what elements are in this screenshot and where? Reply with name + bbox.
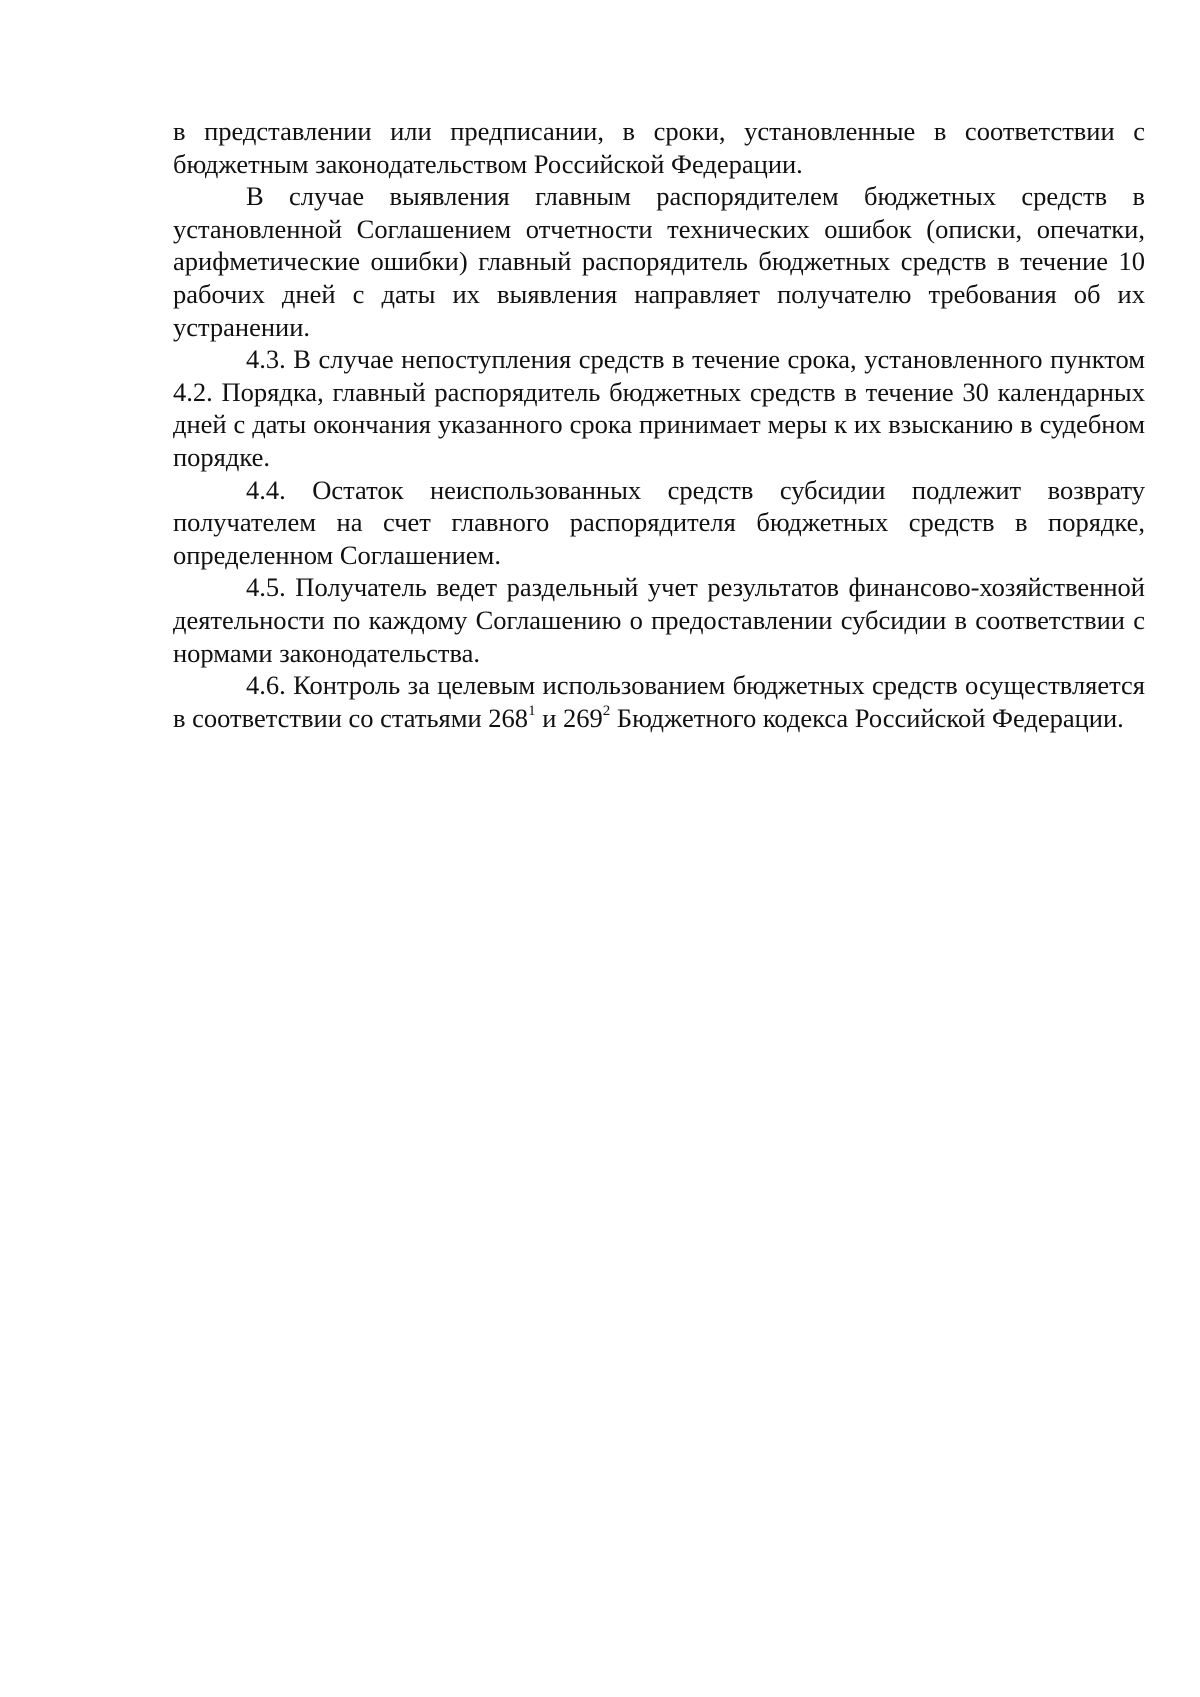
paragraph-4-3: 4.3. В случае непоступления средств в течение срока, установленного пунктом 4.2. Порядка, главный распорядитель бюджетных средств в течение 30 календарных дней с даты окончания указанного срока принимает меры к их взысканию в судебном порядке. (173, 344, 1145, 472)
paragraph-4-6 (173, 669, 1145, 734)
paragraph-4-6-part2: и 269 (535, 702, 603, 733)
paragraph-continuation: в представлении или предписании, в сроки, установленные в соответствии с бюджетным законодательством Российской Федерации. (173, 116, 1145, 179)
article-268-superscript: 1 (528, 702, 536, 719)
article-269-superscript: 2 (602, 702, 611, 719)
paragraph-4-4: 4.4. Остаток неиспользованных средств субсидии подлежит возврату получателем на счет главного распорядителя бюджетных средств в порядке, определенном Соглашением. (173, 474, 1145, 570)
paragraph-4-5: 4.5. Получатель ведет раздельный учет результатов финансово-хозяйственной деятельности по каждому Соглашению о предоставлении субсидии в соответствии с нормами законодательства. (173, 572, 1145, 668)
document-body (173, 115, 1145, 734)
paragraph-4-6-part1: 4.6. Контроль за целевым использованием бюджетных средств осуществляется в соответствии со статьями 268 (173, 670, 1145, 733)
paragraph-technical-errors: В случае выявления главным распорядителем бюджетных средств в установленной Соглашением отчетности технических ошибок (описки, опечатки, арифметические ошибки) главный распорядитель бюджетных средств в течение 10 рабочих дней с даты их выявления направляет получателю требования об их устранении. (173, 181, 1145, 342)
paragraph-4-6-part3: Бюджетного кодекса Российской Федерации. (610, 702, 1124, 733)
